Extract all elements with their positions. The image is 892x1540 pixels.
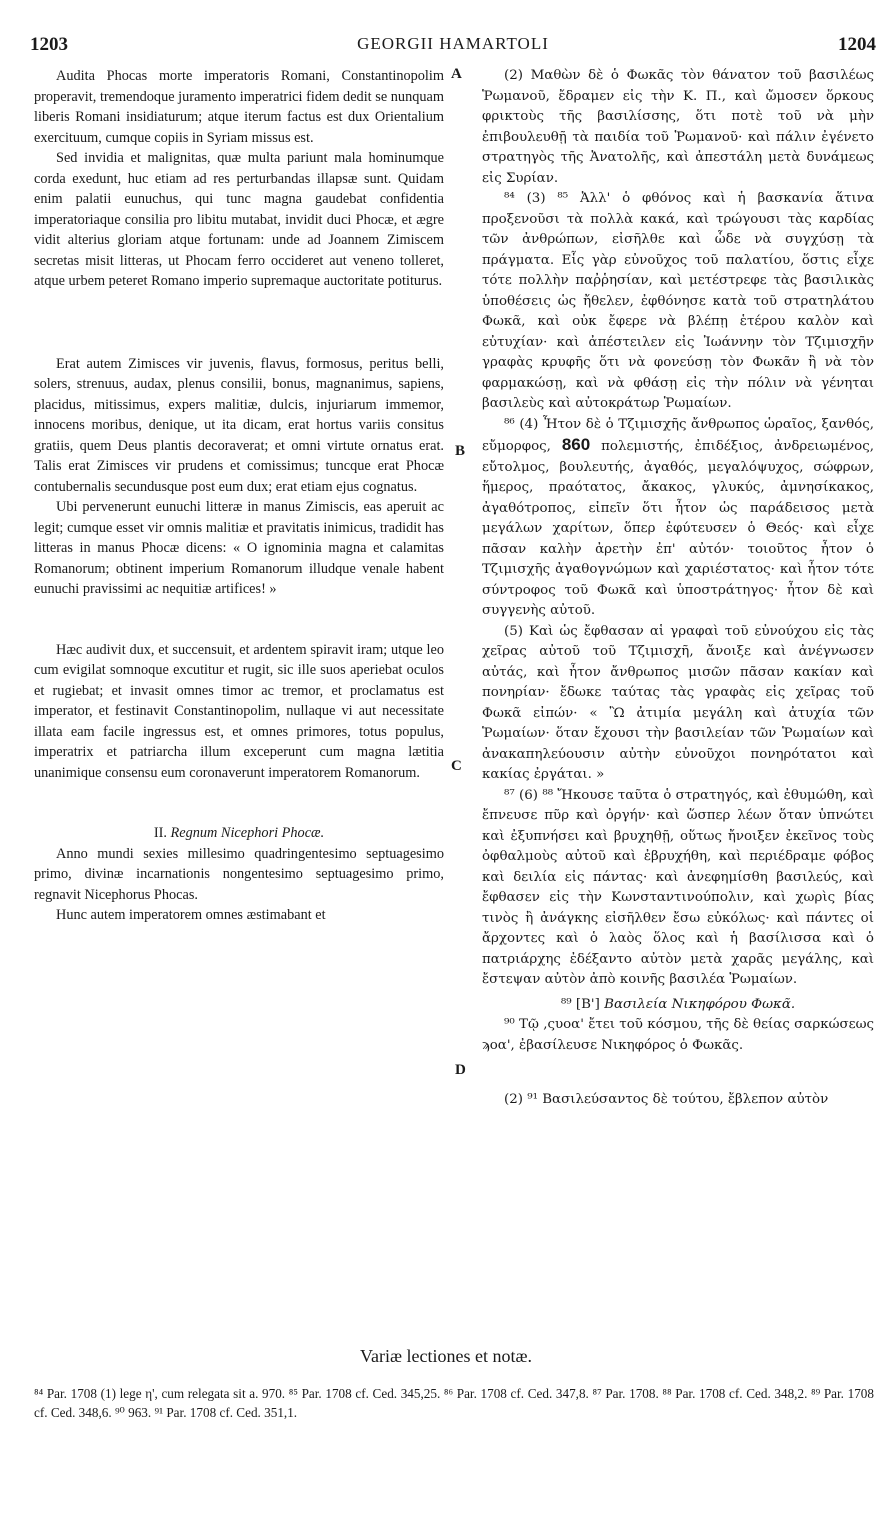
latin-paragraph: Anno mundi sexies millesimo quadringentesimo septuagesimo primo, divinæ incarnationis nongentesimo septuagesimo primo, regnavit Nicephorus Phocas.	[34, 845, 444, 903]
latin-section-title: Regnum Nicephori Phocæ.	[170, 825, 325, 841]
greek-paragraph-rest: πολεμιστής, ἐπιδέξιος, ἀνδρειωμένος, εὔτολμος, βουλευτής, ἀγαθός, μεγαλόψυχος, σώφρων, ἥμερος, πραότατος, ἄκακος, γλυκύς, ἀμνησίκακος, ἀγαθότροπος, εἰπεῖν ὅτι ἦτον ὡς παράδεισος μετὰ μεγάλων χαρίτων, ὅπερ ἐφύτευσεν ὁ Θεός· καὶ εἶχε πᾶσαν καλὴν ἀρετὴν ἐπ' αὐτόν· τοιοῦτος ἦτον ὁ Τζιμισχῆς ἀγαθογνώμων καὶ χαριέστατος· καὶ ἦτον τότε σύντροφος τοῦ Φωκᾶ καὶ ὑποστράτηγος· ἦτον δὲ καὶ συγγενὴς αὐτοῦ.	[482, 439, 874, 618]
latin-section-heading	[34, 823, 444, 844]
greek-paragraph: ⁹⁰ Τῷ ,ςυοα' ἔτει τοῦ κόσμου, τῆς δὲ θείας σαρκώσεως ϡοα', ἐβασίλευσε Νικηφόρος ὁ Φωκᾶς.	[482, 1017, 874, 1053]
latin-paragraph: Sed invidia et malignitas, quæ multa pariunt mala hominumque corda exedunt, huc etiam ad res perturbandas illapsæ sunt. Quidam enim palatii eunuchus, qui tunc magna gaudebat confidentia imperatoriaque consilia pro libitu mutabat, invidit duci Phocæ, et ægre vidit alterius gloriam atque fortunam: unde ad Joannem Zimiscem secretas misit litteras, ut Phocam ferro occideret aut veneno tolleret, atque urbem peteret Romano imperio supremaque auctoritate potiturus.	[34, 150, 444, 289]
greek-paragraph: (2) Μαθὼν δὲ ὁ Φωκᾶς τὸν θάνατον τοῦ βασιλέως Ῥωμανοῦ, ἔδραμεν εἰς τὴν Κ. Π., καὶ ὤμοσεν ὅρκους φρικτοὺς τῆς βασιλίσσης, ὅτι ποτὲ τοῦ νὰ μὴν ἐπιβουλευθῇ τὰ παιδία τοῦ Ῥωμανοῦ· καὶ πάλιν ἐγένετο στρατηγὸς τῆς Ἀνατολῆς, καὶ ἀπεστάλη μετὰ δυνάμεως εἰς Συρίαν.	[482, 68, 874, 186]
latin-paragraph: Audita Phocas morte imperatoris Romani, Constantinopolim properavit, tremendoque juramento imperatrici fidem dedit se nunquam liberis Romani insidiaturum; atque iterum factus est dux Orientalium exercituum, cumque copiis in Syriam missus est.	[34, 68, 444, 146]
page-number-left: 1203	[30, 34, 68, 55]
greek-paragraph: ⁸⁷ (6) ⁸⁸ Ἤκουσε ταῦτα ὁ στρατηγός, καὶ ἐθυμώθη, καὶ ἔπνευσε πῦρ καὶ ὀργήν· καὶ ὥσπερ λέων ὅταν ὑπνώτει καὶ ἐξυπνήσει καὶ βρυχηθῇ, οὕτως ἤνοιξεν ἐκεῖνος τοὺς ὀφθαλμοὺς αὐτοῦ καὶ ἐβρυχήθη, καὶ περιέδραμε φόβος καὶ δειλία εἰς πάντας· καὶ ἀνεφημίσθη βασιλεύς, καὶ ἔφθασεν εἰς τὴν Κωνσταντινούπολιν, καὶ χωρὶς βίας τινὸς ἢ ἀνάγκης εἰσῆλθεν ἔσω εὐκόλως· καὶ πάντες οἱ ἄρχοντες καὶ ὁ λαὸς ὅλος καὶ ἡ βασίλισσα καὶ ὁ πατριάρχης ἐδέξαντο αὐτὸν μετὰ χαρᾶς μεγάλης, καὶ ἔστεψαν αὐτὸν ἀπὸ κοινῆς βασιλέα Ῥωμαίων.	[482, 787, 874, 987]
page-number-right: 1204	[838, 34, 876, 55]
greek-section-number: ⁸⁹ [Β']	[560, 996, 600, 1012]
column-number: 860	[561, 435, 591, 454]
latin-paragraph: Hæc audivit dux, et succensuit, et ardentem spiravit iram; utque leo cum evigilat somnoque excutitur et rugit, sic ille suos aperiebat oculos et rugiebat; et invasit omnes timor ac tremor, et proclamatus est imperator, et festinavit Constantinopolim, nullaque vi aut necessitate illata eam facile ingressus est, et omnes primores, totus populus, imperatrix et patriarcha illum exceperunt cum magna lætitia unanimique consensu eum coronaverunt imperatorem Romanorum.	[34, 641, 444, 781]
latin-section-number: II.	[153, 825, 167, 841]
latin-paragraph: Erat autem Zimisces vir juvenis, flavus, formosus, peritus belli, solers, strenuus, audax, plenus consilii, bonus, magnanimus, sapiens, placidus, mitissimus, expers malitiæ, dulcis, injuriarum immemor, innocens moribus, denique, ut ita dicam, erat hortus variis consitus gratiis, quem Deus plantis decoraverat; et omni virtute ornatus erat. Talis erat Zimisces vir prudens et comissimus; tuncque erat Phocæ contubernalis secundusque post eum dux; erat etiam ejus cognatus.	[34, 355, 444, 495]
running-title: GEORGII HAMARTOLI	[357, 34, 549, 53]
greek-paragraph-start: ⁸⁶ (4) Ἦτον δὲ ὁ Τζιμισχῆς ἄνθρωπος ὡραῖος, ξανθός, εὔμορφος,	[482, 416, 874, 454]
notes-text: ⁸⁴ Par. 1708 (1) lege η', cum relegata sit a. 970. ⁸⁵ Par. 1708 cf. Ced. 345,25. ⁸⁶ Par. 1708 cf. Ced. 347,8. ⁸⁷ Par. 1708. ⁸⁸ Par. 1708 cf. Ced. 348,2. ⁸⁹ Par. 1708 cf. Ced. 348,6. ⁹⁰ 963. ⁹¹ Par. 1708 cf. Ced. 351,1.	[34, 1386, 874, 1420]
running-header	[30, 34, 876, 58]
greek-paragraph: (2) ⁹¹ Βασιλεύσαντος δὲ τούτου, ἔβλεπον αὐτὸν	[504, 1092, 829, 1107]
notes-title: Variæ lectiones et notæ.	[360, 1346, 532, 1366]
greek-paragraph	[482, 415, 874, 622]
greek-section-heading	[482, 995, 874, 1016]
latin-paragraph: Hunc autem imperatorem omnes æstimabant et	[56, 907, 326, 923]
greek-paragraph: ⁸⁴ (3) ⁸⁵ Ἀλλ' ὁ φθόνος καὶ ἡ βασκανία ἅτινα προξενοῦσι τὰ πολλὰ κακά, καὶ τρώγουσι τὰς καρδίας τῶν ἀνθρώπων, εἰσῆλθε καὶ ὧδε νὰ συγχύσῃ τὰ πράγματα. Εἷς γὰρ εὐνοῦχος τοῦ παλατίου, ὅστις εἶχε τότε πολλὴν παῤῥησίαν, καὶ μετέστρεφε τὰς βασιλικὰς ὑποθέσεις ὡς ἤθελεν, ἐφθόνησε κατὰ τοῦ στρατηλάτου Φωκᾶ, καὶ οὐκ ἔφερε νὰ βλέπῃ ἑτέρου καλὸν καὶ εὐτυχίαν· καὶ ἀπέστειλεν εἰς Ἰωάννην τὸν Τζιμισχῆν γραφὰς κρυφῆς ὅτι νὰ φονεύσῃ τὸν Φωκᾶν ἢ νὰ τὸν φαρμακώσῃ, καὶ νὰ φθάσῃ εἰς τὴν πόλιν νὰ γένηται βασιλεὺς καὶ αὐτοκράτωρ Ῥωμαίων.	[482, 191, 874, 411]
margin-letter-b: B	[455, 443, 466, 459]
margin-letter-d: D	[455, 1062, 466, 1078]
greek-column	[482, 66, 874, 1111]
greek-section-title: Βασιλεία Νικηφόρου Φωκᾶ.	[604, 996, 796, 1012]
latin-paragraph: Ubi pervenerunt eunuchi litteræ in manus Zimiscis, eas aperuit ac legit; cumque esset vir omnis malitiæ et pravitatis inimicus, tradidit has litteras in manus Phocæ dicens: « O ignominia magna et calamitas Romanorum; obtinent imperium Romanorum illudque venale habent eunuchi pravissimi ac nequitiæ artifices! »	[34, 499, 444, 597]
greek-paragraph: (5) Καὶ ὡς ἔφθασαν αἱ γραφαὶ τοῦ εὐνούχου εἰς τὰς χεῖρας αὐτοῦ τοῦ Τζιμισχῆ, ἄνοιξε καὶ ἀνέγνωσεν αὐτάς, καὶ ἦτον ἄνθρωπος μισῶν πᾶσαν κακίαν καὶ πονηρίαν· ἔδωκε ταύτας τὰς γραφὰς εἰς χεῖρας τοῦ Φωκᾶ εἰπών· « Ὢ ἀτιμία μεγάλη καὶ ἀτυχία τῶν Ῥωμαίων· ὅταν ἔχουσι τὴν βασιλείαν τῶν Ῥωμαίων καὶ ἀνακαπηλεύουσιν αὐτὴν εὐνοῦχοι πονηρότατοι καὶ κακίας ἐργάται. »	[482, 623, 874, 782]
latin-column	[34, 66, 444, 926]
margin-letter-a: A	[451, 66, 462, 82]
margin-letter-c: C	[451, 758, 462, 774]
